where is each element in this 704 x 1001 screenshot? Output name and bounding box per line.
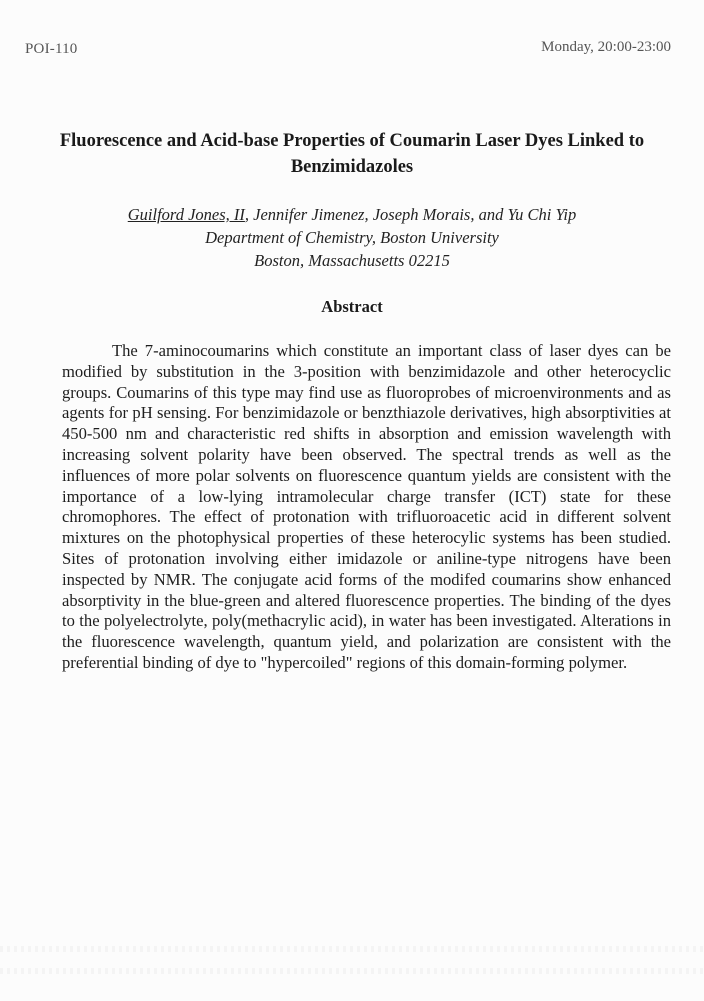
co-authors: , Jennifer Jimenez, Joseph Morais, and Yu Chi Yip (244, 205, 577, 224)
abstract-heading: Abstract (321, 297, 383, 316)
scan-artifact (0, 968, 704, 974)
author-list (40, 203, 664, 226)
session-schedule: Monday, 20:00-23:00 (541, 39, 671, 55)
abstract-body (62, 341, 671, 674)
scan-artifact (0, 946, 704, 952)
abstract-paragraph: The 7-aminocoumarins which constitute an important class of laser dyes can be modified by substitution in the 3-position with benzimidazole and other heterocyclic groups. Coumarins of this type may find use as fluoroprobes of microenvironments and as agents for pH sensing. For benzimidazole or benzthiazole derivatives, high absorptivities at 450-500 nm and characteristic red shifts in absorption and emission wavelength with increasing solvent polarity have been observed. The spectral trends as well as the influences of more polar solvents on fluorescence quantum yields are consistent with the importance of a low-lying intramolecular charge transfer (ICT) state for these chromophores. The effect of protonation with trifluoroacetic acid in different solvent mixtures on the photophysical properties of these heterocylic systems has been studied. Sites of protonation involving either imidazole or aniline-type nitrogens have been inspected by NMR. The conjugate acid forms of the modifed coumarins show enhanced absorptivity in the blue-green and altered fluorescence properties. The binding of the dyes to the polyelectrolyte, poly(methacrylic acid), in water has been investigated. Alterations in the fluorescence wavelength, quantum yield, and polarization are consistent with the preferential binding of dye to "hypercoiled" regions of this domain-forming polymer. (62, 341, 671, 672)
address: Boston, Massachusetts 02215 (254, 251, 450, 270)
author-block (40, 203, 664, 272)
paper-title: Fluorescence and Acid-base Properties of Coumarin Laser Dyes Linked to Benzimidazoles (59, 131, 645, 177)
presenting-author: Guilford Jones, II (127, 205, 245, 224)
affiliation: Department of Chemistry, Boston University (205, 228, 499, 247)
session-code: POI-110 (25, 41, 78, 57)
